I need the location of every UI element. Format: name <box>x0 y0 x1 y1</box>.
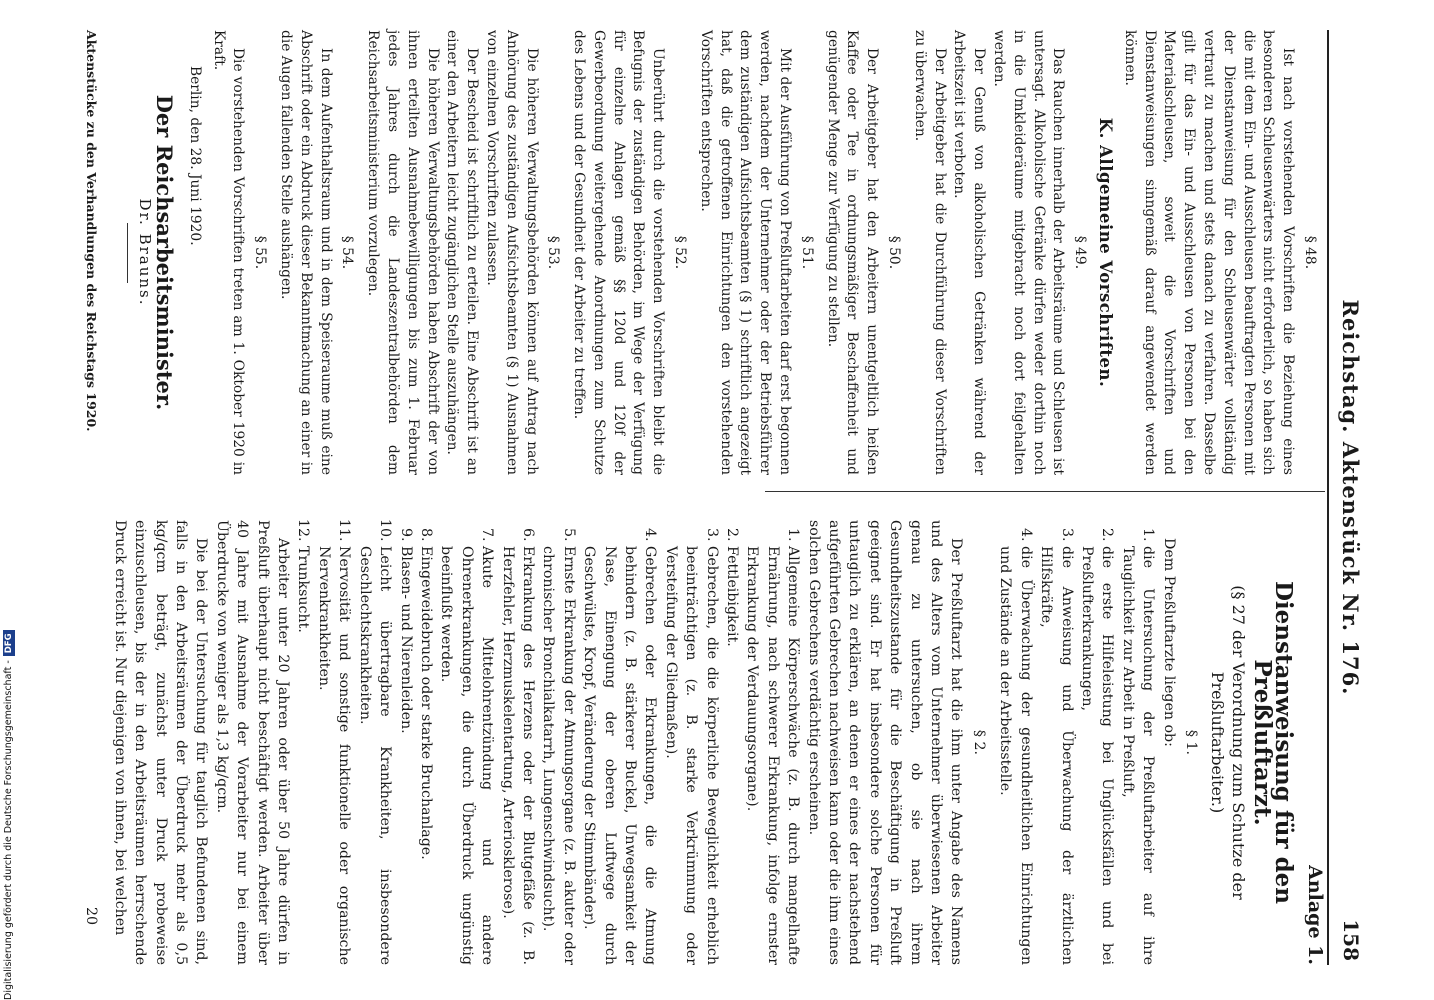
list-item: 11. Nervosität und sonstige funktionelle oder organische Nervenkrankheiten. <box>314 546 355 965</box>
section-53-paragraph-1: Die höheren Verwaltungsbehörden können auf Antrag nach Anhörung des zuständigen Aufsichtsbeamten (§ 1) Ausnahmen von einzelnen Vorschriften zulassen. <box>483 30 540 475</box>
section-55-title: § 55. <box>252 235 269 270</box>
rotated-document <box>47 0 1377 1000</box>
list-item: 2. Fettleibigkeit. <box>722 546 742 965</box>
section-2-list <box>293 520 803 965</box>
list-item: 1. die Untersuchung der Preßluftarbeiter auf ihre Tauglichkeit zur Arbeit in Preßluft, <box>1117 546 1158 965</box>
section-54-text: In dem Aufenthaltsraum und in dem Speiseraume muß eine Abschrift oder ein Abdruck dieser Bekanntmachung an einer in die Augen fallenden Stelle aushängen. <box>277 30 334 475</box>
list-item: 4. die Überwachung der gesundheitlichen Einrichtungen und Zustände an der Arbeitsstelle. <box>995 546 1036 965</box>
section-50-title: § 50. <box>886 235 903 270</box>
list-item: 10. Leicht übertragbare Krankheiten, insbesondere Geschlechtskrankheiten. <box>354 546 395 965</box>
section-2-title: § 2. <box>970 729 987 756</box>
section-1-intro: Dem Preßluftarzte liegen ob: <box>1160 538 1177 747</box>
credit-text: Digitalisierung gefördert durch die Deutsche Forschungsgemeinschaft - <box>3 660 14 1000</box>
document-title: Dienstanweisung für den Preßluftarzt. <box>1249 580 1297 905</box>
section-2-paragraph-2: Arbeiter unter 20 Jahren oder über 50 Jahre dürfen in Preßluft überhaupt nicht beschäftigt werden. Arbeiter über 40 Jahre mit Ausnahme der Vorarbeiter nur bei einem Überdrucke von weniger als 1,3 kg/qcm. <box>213 520 292 965</box>
digitization-credit <box>2 580 16 1000</box>
section-49-paragraph-1: Das Rauchen innerhalb der Arbeitsräume und Schleusen ist untersagt. Alkoholische Getränke dürfen weder dorthin noch in die Umkleideräume mitgebracht noch dort feilgehalten werden. <box>991 30 1067 475</box>
signature-office: Der Reichsarbeitsminister. <box>151 94 177 411</box>
section-51-title: § 51. <box>798 235 815 270</box>
header-title: Reichstag. Aktenstück Nr. 176. <box>1338 299 1363 696</box>
right-column <box>81 520 1325 965</box>
signature-sheet-number: 20 <box>83 906 100 925</box>
footer-note: Aktenstücke zu den Verhandlungen des Reichstags 1920. <box>84 30 100 432</box>
list-item: 6. Erkrankung des Herzens oder der Blutgefäße (z. B. Herzfehler, Herzmuskelentartung, Arteriosklerose). <box>497 546 538 965</box>
section-2-paragraph-3: Die bei der Untersuchung für tauglich Befundenen sind, falls in den Arbeitsräumen der Überdruck mehr als 0,5 kg/qcm beträgt, zunächst unter Druck probeweise einzuschleusen, bis der in den Arbeitsräumen herrschende Druck erreicht ist. Nur diejenigen von ihnen, bei welchen <box>111 520 210 965</box>
section-55-text: Die vorstehenden Vorschriften treten am 1. Oktober 1920 in Kraft. <box>210 30 247 475</box>
page-number: 158 <box>1339 919 1363 961</box>
section-52-title: § 52. <box>672 235 689 270</box>
list-item: 12. Trunksucht. <box>293 546 313 965</box>
list-item: 3. die Anweisung und Überwachung der ärztlichen Hilfskräfte, <box>1036 546 1077 965</box>
section-49-title: § 49. <box>1072 235 1089 270</box>
list-item: 5. Ernste Erkrankung der Atmungsorgane (z. B. akuter oder chronischer Bronchialkatarrh, Lungenschwindsucht). <box>538 546 579 965</box>
section-2-intro: Der Preßluftarzt hat die ihm unter Angabe des Namens und des Alters vom Unternehmer überwiesenen Arbeiter genau zu untersuchen, ob sie nach ihrem Gesundheitszustande für die Beschäftigung in Preßluft geeignet sind. Er hat insbesondere solche Personen für untauglich zu erklären, an denen er eines der nachstehend aufgeführten Gebrechen nachweisen kann oder die ihm eines solchen Gebrechens verdächtig erscheinen. <box>805 520 965 965</box>
section-1-list <box>995 520 1158 965</box>
signer-name: Dr. Brauns. <box>136 198 155 307</box>
list-item: 2. die erste Hilfeleistung bei Unglücksfällen und bei Preßlufterkrankungen, <box>1077 546 1118 965</box>
section-49-paragraph-2: Der Genuß von alkoholischen Getränken während der Arbeitszeit ist verboten. <box>951 30 988 475</box>
heading-general-provisions: K. Allgemeine Vorschriften. <box>1096 117 1116 388</box>
section-53-paragraph-2: Der Bescheid ist schriftlich zu erteilen. Eine Abschrift ist an einer den Arbeitern leicht zugänglichen Stelle auszuhängen. <box>444 30 481 475</box>
signature-rule <box>127 223 128 283</box>
dfg-logo-badge: DFG <box>3 630 15 656</box>
section-54-title: § 54. <box>339 235 356 270</box>
list-item: 4. Gebrechen oder Erkrankungen, die die Atmung behindern (z. B. stärkerer Buckel, Unwegsamkeit der Nase, Einengung der oberen Luftwege durch Geschwülste, Kropf, Veränderung der Stimmbänder). <box>579 546 661 965</box>
list-item: 3. Gebrechen, die die körperliche Beweglichkeit erheblich beeinträchtigen (z. B. starke Verkrümmung oder Versteifung der Gliedmaßen). <box>660 546 721 965</box>
document-subtitle: (§ 27 der Verordnung zum Schutze der Preßluftarbeiter.) <box>1208 585 1248 900</box>
section-50-text: Der Arbeitgeber hat den Arbeitern unentgeltlich heißen Kaffee oder Tee in ordnungsmäßiger Beschaffenheit und genügender Menge zur Verfügung zu stellen. <box>824 30 881 475</box>
section-48-title: § 48. <box>1302 235 1318 270</box>
left-column <box>82 30 1325 475</box>
list-item: 8. Eingeweidebruch oder starke Bruchanlage. <box>416 546 436 965</box>
section-1-title: § 1. <box>1182 729 1199 756</box>
list-item: 9. Blasen- und Nierenleiden. <box>395 546 415 965</box>
section-53-title: § 53. <box>545 235 562 270</box>
section-52-text: Unberührt durch die vorstehenden Vorschriften bleibt die Befugnis der zuständigen Behörden, im Wege der Verfügung für einzelne Anlagen gemäß §§ 120d und 120f der Gewerbeordnung weitergehende Anordnungen zum Schutze des Lebens und der Gesundheit der Arbeiter zu treffen. <box>571 30 667 475</box>
section-51-text: Mit der Ausführung von Preßluftarbeiten darf erst begonnen werden, nachdem der Unternehmer oder der Betriebsführer dem zuständigen Aufsichtsbeamten (§ 1) schriftlich angezeigt hat, daß die getroffenen Einrichtungen den vorstehenden Vorschriften entsprechen. <box>697 30 794 475</box>
column-divider <box>765 491 1325 492</box>
page-header <box>1327 30 1369 965</box>
section-53-paragraph-3: Die höheren Verwaltungsbehörden haben Abschrift der von ihnen erteilten Ausnahmebewilligungen bis zum 1. Februar jedes Jahres durch die Landeszentralbehörden dem Reichsarbeitsministerium vorzulegen. <box>365 30 441 475</box>
appendix-label: Anlage 1. <box>1304 865 1326 965</box>
list-item: 7. Akute Mittelohrentzündung und andere Ohrenerkrankungen, die durch Überdruck ungünstig beeinflußt werden. <box>436 546 497 965</box>
section-48-text: Ist nach vorstehenden Vorschriften die Beziehung eines besonderen Schleusenwärters nicht erforderlich, so haben sich die mit dem Ein- und Ausschleusen beauftragten Personen mit der Dienstanweisung für den Schleusenwärter vollständig vertraut zu machen und stets danach zu verfahren. Dasselbe gilt für das Ein- und Ausschleusen von Personen bei den Materialschleusen, soweit die Vorschriften und Dienstanweisungen sinngemäß darauf angewendet werden können. <box>1121 30 1297 475</box>
list-item: 1. Allgemeine Körperschwäche (z. B. durch mangelhafte Ernährung, nach schwerer Erkrankung, infolge ernster Erkrankung der Verdauungsorgane). <box>742 546 803 965</box>
place-and-date: Berlin, den 28. Juni 1920. <box>186 66 203 246</box>
section-49-paragraph-3: Der Arbeitgeber hat die Durchführung dieser Vorschriften zu überwachen. <box>911 30 948 475</box>
